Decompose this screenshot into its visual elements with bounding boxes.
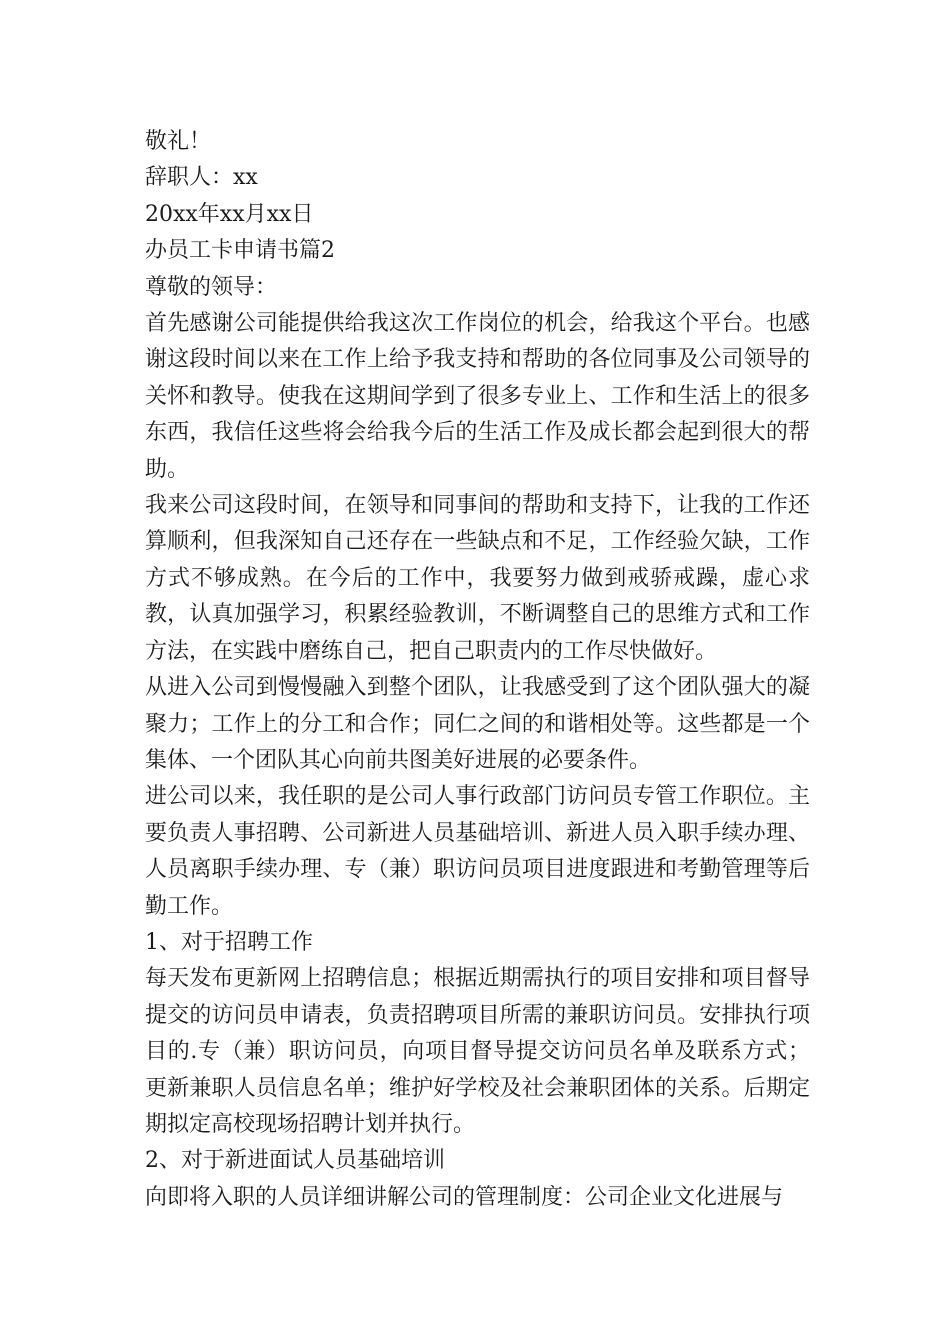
paragraph-duties: 进公司以来，我任职的是公司人事行政部门访问员专管工作职位。主要负责人事招聘、公司新进人员基础培训、新进人员入职手续办理、人员离职手续办理、专（兼）职访问员项目进度跟进和考勤管理等后勤工作。 (145, 784, 810, 919)
item2-heading: 2、对于新进面试人员基础培训 (145, 1148, 445, 1174)
paragraph-thanks: 首先感谢公司能提供给我这次工作岗位的机会，给我这个平台。也感谢这段时间以来在工作上给予我支持和帮助的各位同事及公司领导的关怀和教导。使我在这期间学到了很多专业上、工作和生活上的很多东西，我信任这些将会给我今后的生活工作及成长都会起到很大的帮助。 (145, 311, 810, 482)
paragraph-self-review: 我来公司这段时间，在领导和同事间的帮助和支持下，让我的工作还算顺利，但我深知自己还存在一些缺点和不足，工作经验欠缺，工作方式不够成熟。在今后的工作中，我要努力做到戒骄戒躁，虚心求教，认真加强学习，积累经验教训，不断调整自己的思维方式和工作方法，在实践中磨练自己，把自己职责内的工作尽快做好。 (145, 493, 810, 664)
section-title: 办员工卡申请书篇2 (145, 238, 335, 264)
item1-heading: 1、对于招聘工作 (145, 929, 313, 955)
date-line: 20xx年xx月xx日 (145, 201, 314, 227)
item2-body: 向即将入职的人员详细讲解公司的管理制度：公司企业文化进展与 (145, 1184, 784, 1210)
resigner-line: 辞职人：xx (145, 165, 258, 191)
document-page (145, 124, 810, 1216)
item1-body: 每天发布更新网上招聘信息；根据近期需执行的项目安排和项目督导提交的访问员申请表，负责招聘项目所需的兼职访问员。安排执行项目的.专（兼）职访问员，向项目督导提交访问员名单及联系方式；更新兼职人员信息名单；维护好学校及社会兼职团体的关系。后期定期拟定高校现场招聘计划并执行。 (145, 966, 810, 1137)
closing-salute: 敬礼！ (145, 129, 212, 154)
paragraph-team: 从进入公司到慢慢融入到整个团队，让我感受到了这个团队强大的凝聚力；工作上的分工和合作；同仁之间的和谐相处等。这些都是一个集体、一个团队其心向前共图美好进展的必要条件。 (145, 675, 810, 773)
greeting: 尊敬的领导： (145, 274, 278, 300)
